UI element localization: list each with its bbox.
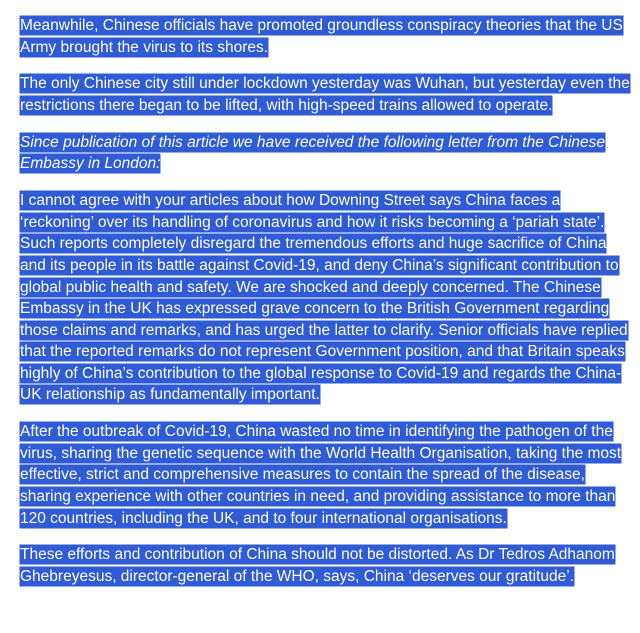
paragraph-text[interactable]: These efforts and contribution of China should not be distorted. As Dr Tedros Adhanom Ghebreyesus, director-general of the WHO, says, China ‘deserves our gratitude’.	[20, 546, 615, 585]
paragraph-text[interactable]: The only Chinese city still under lockdown yesterday was Wuhan, but yesterday even the restrictions there began to be lifted, with high-speed trains allowed to operate.	[20, 75, 630, 114]
paragraph-text[interactable]: Since publication of this article we have received the following letter from the Chinese Embassy in London:	[20, 133, 606, 173]
paragraph-embassy-letter	[20, 190, 632, 406]
paragraph-conspiracy	[20, 15, 632, 58]
paragraph-text[interactable]: After the outbreak of Covid-19, China wasted no time in identifying the pathogen of the virus, sharing the genetic sequence with the World Health Organisation, taking the most effective, strict and comprehensive measures to contain the spread of the disease, sharing experience with other countries in need, and providing assistance to more than 120 countries, including the UK, and to four international organisations.	[20, 423, 622, 527]
paragraph-wuhan-lockdown	[20, 73, 632, 116]
article-body	[20, 15, 632, 603]
paragraph-outbreak-response	[20, 421, 632, 529]
paragraph-editor-note	[20, 132, 632, 175]
paragraph-text[interactable]: I cannot agree with your articles about how Downing Street says China faces a ‘reckoning’ over its handling of coronavirus and how it risks becoming a ‘pariah state’. Such reports completely disregard the tremendous efforts and huge sacrifice of China and its people in its battle against Covid-19, and deny China’s significant contribution to global public health and safety. We are shocked and deeply concerned. The Chinese Embassy in the UK has expressed grave concern to the British Government regarding those claims and remarks, and has urged the latter to clarify. Senior officials have replied that the reported remarks do not represent Government position, and that Britain speaks highly of China’s contribution to the global response to Covid-19 and regards the China-UK relationship as fundamentally important.	[20, 192, 628, 404]
paragraph-who-quote	[20, 544, 632, 587]
paragraph-text[interactable]: Meanwhile, Chinese officials have promoted groundless conspiracy theories that the US Army brought the virus to its shores.	[20, 17, 623, 56]
